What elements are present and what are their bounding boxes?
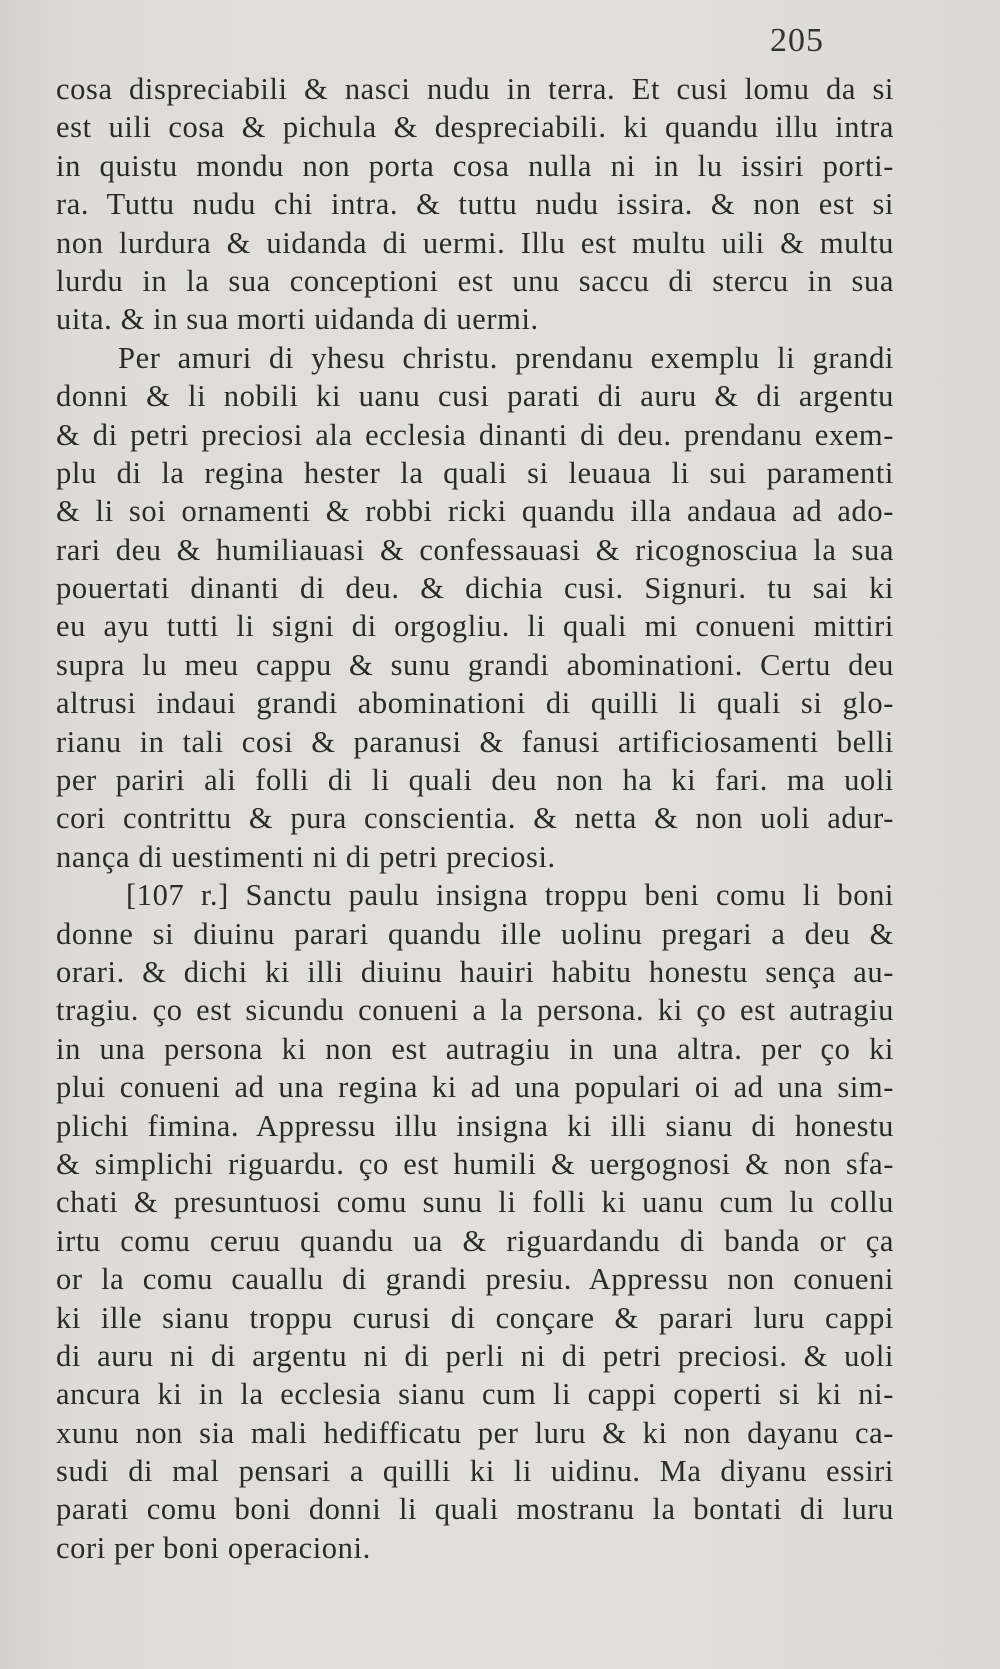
text-line: [107 r.] Sanctu paulu insigna troppu beni comu li boni <box>126 878 894 913</box>
text-line: lurdu in la sua conceptioni est unu saccu di stercu in sua <box>56 263 894 298</box>
text-line: pouertati dinanti di deu. & dichia cusi. Signuri. tu sai ki <box>56 571 894 606</box>
text-line: Per amuri di yhesu christu. prendanu exemplu li grandi <box>118 340 894 375</box>
text-line: ancura ki in la ecclesia sianu cum li cappi coperti si ki ni- <box>56 1377 894 1412</box>
text-line: plui conueni ad una regina ki ad una populari oi ad una sim- <box>56 1070 894 1105</box>
text-line: donni & li nobili ki uanu cusi parati di auru & di argentu <box>56 379 894 414</box>
text-line: cosa dispreciabili & nasci nudu in terra. Et cusi lomu da si <box>56 72 894 106</box>
text-line: in una persona ki non est autragiu in una altra. per ço ki <box>56 1031 894 1066</box>
text-line: altrusi indaui grandi abominationi di quilli li quali si glo- <box>56 686 894 721</box>
text-line: ra. Tuttu nudu chi intra. & tuttu nudu issira. & non est si <box>56 187 894 222</box>
text-line: est uili cosa & pichula & despreciabili. ki quandu illu intra <box>56 110 894 145</box>
text-line: cori per boni operacioni. <box>56 1530 371 1565</box>
text-line: ki ille sianu troppu curusi di conçare & parari luru cappi <box>56 1300 894 1335</box>
text-line: irtu comu ceruu quandu ua & riguardandu di banda or ça <box>56 1223 894 1258</box>
text-line: & li soi ornamenti & robbi ricki quandu illa andaua ad ado- <box>56 494 894 529</box>
text-line: eu ayu tutti li signi di orgogliu. li quali mi conueni mittiri <box>56 609 894 644</box>
text-line: tragiu. ço est sicundu conueni a la persona. ki ço est autragiu <box>56 993 894 1028</box>
text-line: & simplichi riguardu. ço est humili & uergognosi & non sfa- <box>56 1146 894 1181</box>
text-line: & di petri preciosi ala ecclesia dinanti di deu. prendanu exem- <box>56 417 894 452</box>
body-text <box>56 70 894 1567</box>
text-line: donne si diuinu parari quandu ille uolinu pregari a deu & <box>56 916 894 951</box>
page-number: 205 <box>770 22 824 59</box>
text-line: in quistu mondu non porta cosa nulla ni in lu issiri porti- <box>56 148 894 183</box>
text-line: or la comu cauallu di grandi presiu. Appressu non conueni <box>56 1262 894 1297</box>
text-line: sudi di mal pensari a quilli ki li uidinu. Ma diyanu essiri <box>56 1454 894 1489</box>
text-line: orari. & dichi ki illi diuinu hauiri habitu honestu sença au- <box>56 954 894 989</box>
text-line: chati & presuntuosi comu sunu li folli ki uanu cum lu collu <box>56 1185 894 1220</box>
text-line: di auru ni di argentu ni di perli ni di petri preciosi. & uoli <box>56 1338 894 1373</box>
text-line: plichi fimina. Appressu illu insigna ki illi sianu di honestu <box>56 1108 894 1143</box>
text-line: rari deu & humiliauasi & confessauasi & ricognosciua la sua <box>56 532 894 567</box>
text-line: xunu non sia mali hedifficatu per luru & ki non dayanu ca- <box>56 1415 894 1450</box>
text-line: rianu in tali cosi & paranusi & fanusi artificiosamenti belli <box>56 724 894 759</box>
text-line: per pariri ali folli di li quali deu non ha ki fari. ma uoli <box>56 763 894 798</box>
text-line: supra lu meu cappu & sunu grandi abominationi. Certu deu <box>56 647 894 682</box>
text-line: parati comu boni donni li quali mostranu la bontati di luru <box>56 1492 894 1527</box>
text-line: uita. & in sua morti uidanda di uermi. <box>56 302 539 337</box>
text-line: non lurdura & uidanda di uermi. Illu est multu uili & multu <box>56 225 894 260</box>
text-line: nança di uestimenti ni di petri preciosi. <box>56 839 556 874</box>
text-line: plu di la regina hester la quali si leuaua li sui paramenti <box>56 455 894 490</box>
text-line: cori contrittu & pura conscientia. & netta & non uoli adur- <box>56 801 894 836</box>
